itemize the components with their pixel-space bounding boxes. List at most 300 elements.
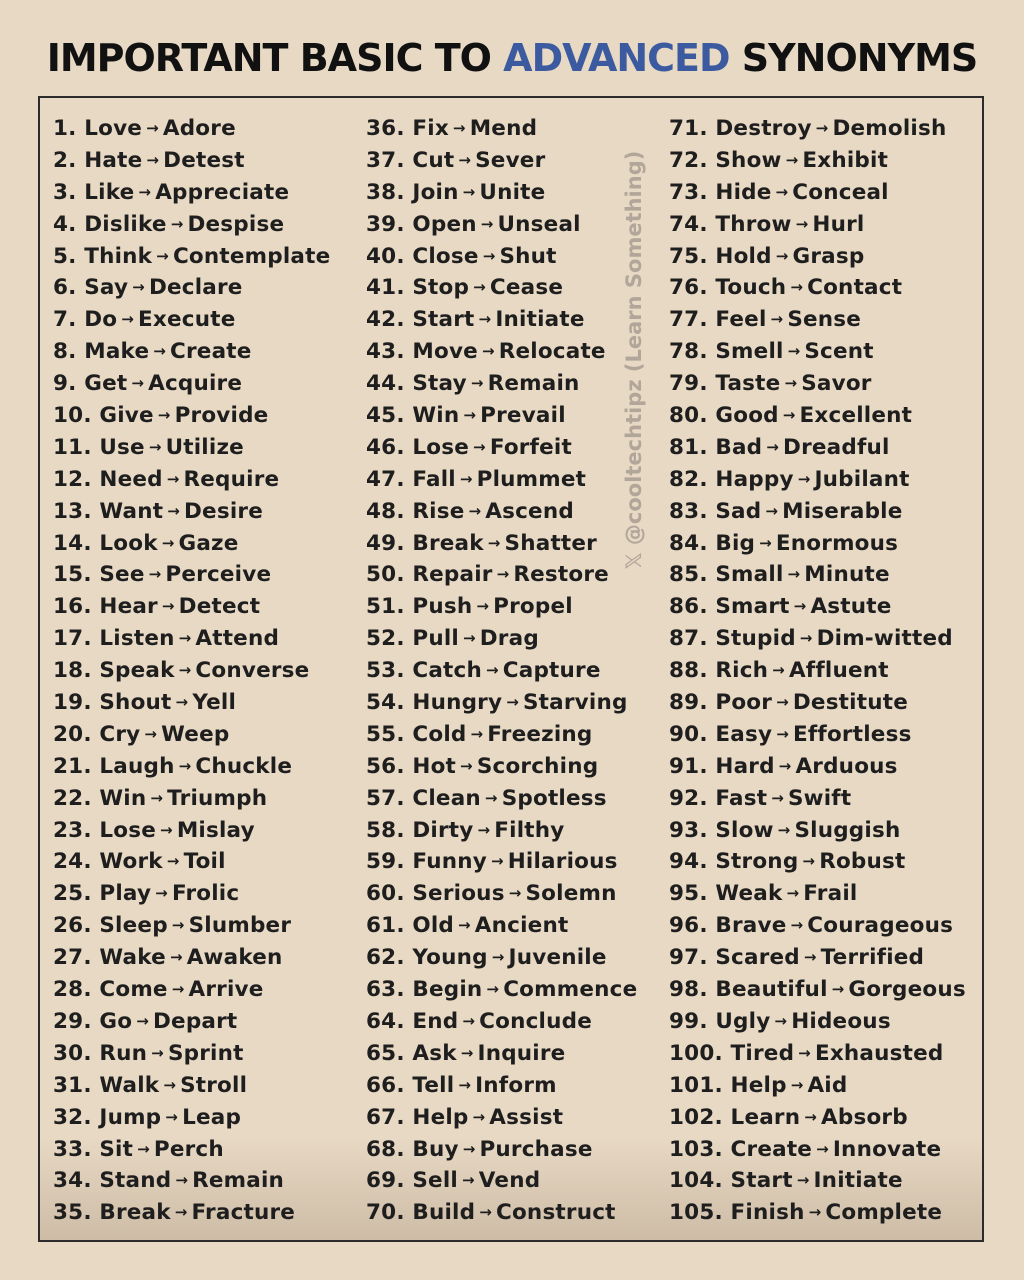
base-word: Begin xyxy=(412,977,483,1003)
item-number: 32. xyxy=(53,1104,92,1130)
base-word: Close xyxy=(412,243,479,269)
arrow-icon: → xyxy=(178,661,192,680)
item-number: 36. xyxy=(366,116,405,141)
advanced-synonym: Awaken xyxy=(186,945,283,971)
advanced-synonym: Yell xyxy=(192,690,237,716)
arrow-icon: → xyxy=(808,1203,822,1222)
synonym-item xyxy=(669,241,966,273)
advanced-synonym: Contemplate xyxy=(172,243,331,269)
item-number: 53. xyxy=(366,658,405,684)
item-number: 24. xyxy=(53,849,92,875)
synonym-item xyxy=(366,145,637,177)
arrow-icon: → xyxy=(166,852,180,871)
advanced-synonym: Filthy xyxy=(494,817,565,843)
arrow-icon: → xyxy=(170,214,184,233)
item-number: 74. xyxy=(669,211,708,237)
advanced-synonym: Terrified xyxy=(820,945,925,971)
item-number: 78. xyxy=(669,339,708,365)
item-number: 12. xyxy=(53,466,92,492)
arrow-icon: → xyxy=(458,916,471,935)
advanced-synonym: Jubilant xyxy=(814,466,910,492)
advanced-synonym: Perch xyxy=(153,1136,224,1162)
advanced-synonym: Capture xyxy=(502,658,601,684)
base-word: Bad xyxy=(715,434,763,460)
advanced-synonym: Starving xyxy=(522,690,628,716)
arrow-icon: → xyxy=(121,310,135,329)
advanced-synonym: Demolish xyxy=(832,116,947,141)
synonym-item xyxy=(366,751,637,783)
base-word: Stay xyxy=(412,371,467,397)
synonym-item xyxy=(53,655,330,687)
item-number: 54. xyxy=(366,690,405,716)
arrow-icon: → xyxy=(458,150,472,169)
base-word: Work xyxy=(99,849,163,875)
item-number: 100. xyxy=(669,1040,723,1066)
base-word: Big xyxy=(715,530,756,556)
synonym-item xyxy=(53,591,330,623)
item-number: 76. xyxy=(669,275,708,301)
synonym-item xyxy=(53,113,330,145)
advanced-synonym: Sluggish xyxy=(794,817,901,843)
advanced-synonym: Minute xyxy=(804,562,890,588)
advanced-synonym: Propel xyxy=(493,594,573,620)
base-word: Listen xyxy=(99,626,175,652)
arrow-icon: → xyxy=(458,1075,472,1094)
item-number: 58. xyxy=(366,817,405,843)
base-word: Tell xyxy=(412,1072,455,1098)
synonym-item xyxy=(53,974,330,1006)
item-number: 66. xyxy=(366,1072,405,1098)
advanced-synonym: Arrive xyxy=(188,977,264,1003)
base-word: Love xyxy=(84,116,143,141)
synonym-item xyxy=(669,878,966,910)
item-number: 10. xyxy=(53,403,92,429)
item-number: 61. xyxy=(366,913,405,939)
item-number: 72. xyxy=(669,147,708,173)
synonym-item xyxy=(53,209,330,241)
arrow-icon: → xyxy=(150,788,164,807)
base-word: Lose xyxy=(99,817,157,843)
synonym-item xyxy=(366,464,637,496)
advanced-synonym: Absorb xyxy=(821,1104,908,1130)
base-word: Help xyxy=(730,1072,787,1098)
arrow-icon: → xyxy=(491,948,505,967)
item-number: 22. xyxy=(53,785,92,811)
advanced-synonym: Sever xyxy=(475,147,546,173)
base-word: Hungry xyxy=(412,690,503,716)
base-word: Rise xyxy=(412,498,465,524)
arrow-icon: → xyxy=(171,980,185,999)
synonym-item xyxy=(669,1197,966,1229)
synonym-item xyxy=(53,815,330,847)
advanced-synonym: Triumph xyxy=(167,785,268,811)
synonym-item xyxy=(669,272,966,304)
item-number: 33. xyxy=(53,1136,92,1162)
arrow-icon: → xyxy=(795,214,809,233)
arrow-icon: → xyxy=(775,246,789,265)
item-number: 8. xyxy=(53,339,77,365)
synonym-column-2 xyxy=(366,113,637,1229)
advanced-synonym: Adore xyxy=(162,116,236,141)
item-number: 51. xyxy=(366,594,405,620)
advanced-synonym: Chuckle xyxy=(195,753,293,779)
base-word: Slow xyxy=(715,817,774,843)
item-number: 16. xyxy=(53,594,92,620)
base-word: Think xyxy=(84,243,153,269)
synonym-item xyxy=(669,209,966,241)
synonym-item xyxy=(669,368,966,400)
item-number: 21. xyxy=(53,753,92,779)
advanced-synonym: Shatter xyxy=(504,530,597,556)
arrow-icon: → xyxy=(470,724,484,743)
arrow-icon: → xyxy=(462,1011,476,1030)
item-number: 34. xyxy=(53,1168,92,1194)
advanced-synonym: Require xyxy=(183,466,280,492)
synonym-item xyxy=(366,559,637,591)
advanced-synonym: Initiate xyxy=(813,1168,903,1194)
synonym-item xyxy=(53,910,330,942)
item-number: 77. xyxy=(669,307,708,333)
synonym-item xyxy=(53,336,330,368)
base-word: Fix xyxy=(412,116,449,141)
item-number: 105. xyxy=(669,1200,723,1226)
base-word: Move xyxy=(412,339,478,365)
advanced-synonym: Remain xyxy=(487,371,580,397)
arrow-icon: → xyxy=(774,1011,788,1030)
advanced-synonym: Ascend xyxy=(485,498,574,524)
advanced-synonym: Assist xyxy=(489,1104,564,1130)
synonym-item xyxy=(53,559,330,591)
item-number: 25. xyxy=(53,881,92,907)
base-word: Win xyxy=(412,403,460,429)
item-number: 96. xyxy=(669,913,708,939)
advanced-synonym: Converse xyxy=(195,658,310,684)
item-number: 55. xyxy=(366,721,405,747)
synonym-item xyxy=(366,272,637,304)
advanced-synonym: Toil xyxy=(183,849,226,875)
item-number: 23. xyxy=(53,817,92,843)
synonym-item xyxy=(669,432,966,464)
arrow-icon: → xyxy=(506,693,519,712)
advanced-synonym: Acquire xyxy=(148,371,243,397)
base-word: Sleep xyxy=(99,913,168,939)
arrow-icon: → xyxy=(496,565,510,584)
advanced-synonym: Perceive xyxy=(165,562,272,588)
synonym-item xyxy=(53,1134,330,1166)
item-number: 27. xyxy=(53,945,92,971)
item-number: 82. xyxy=(669,466,708,492)
base-word: Break xyxy=(99,1200,171,1226)
synonym-item xyxy=(53,719,330,751)
arrow-icon: → xyxy=(772,661,785,680)
synonym-item xyxy=(366,209,637,241)
base-word: End xyxy=(412,1008,459,1034)
arrow-icon: → xyxy=(452,119,466,137)
synonym-item xyxy=(669,528,966,560)
base-word: Feel xyxy=(715,307,767,333)
synonym-item xyxy=(366,1134,637,1166)
synonym-item xyxy=(669,1102,966,1134)
advanced-synonym: Sprint xyxy=(167,1040,244,1066)
item-number: 63. xyxy=(366,977,405,1003)
item-number: 4. xyxy=(53,211,77,237)
synonym-item xyxy=(366,304,637,336)
advanced-synonym: Hideous xyxy=(791,1008,891,1034)
synonym-item xyxy=(53,241,330,273)
base-word: Join xyxy=(412,179,459,205)
arrow-icon: → xyxy=(803,948,817,967)
arrow-icon: → xyxy=(759,533,772,552)
arrow-icon: → xyxy=(793,597,807,616)
base-word: Poor xyxy=(715,690,773,716)
base-word: Touch xyxy=(715,275,787,301)
arrow-icon: → xyxy=(796,1171,810,1190)
base-word: Learn xyxy=(730,1104,801,1130)
item-number: 84. xyxy=(669,530,708,556)
advanced-synonym: Forfeit xyxy=(489,434,572,460)
arrow-icon: → xyxy=(815,119,829,137)
base-word: Beautiful xyxy=(715,977,828,1003)
arrow-icon: → xyxy=(784,374,798,393)
advanced-synonym: Hurl xyxy=(812,211,865,237)
advanced-synonym: Gorgeous xyxy=(848,977,966,1003)
advanced-synonym: Miserable xyxy=(782,498,903,524)
base-word: Go xyxy=(99,1008,133,1034)
arrow-icon: → xyxy=(798,1043,811,1062)
item-number: 101. xyxy=(669,1072,723,1098)
item-number: 50. xyxy=(366,562,405,588)
base-word: Fast xyxy=(715,785,768,811)
synonym-item xyxy=(669,464,966,496)
synonym-item xyxy=(669,623,966,655)
advanced-synonym: Detest xyxy=(163,147,245,173)
synonym-item xyxy=(53,272,330,304)
synonym-item xyxy=(669,1006,966,1038)
advanced-synonym: Slumber xyxy=(188,913,292,939)
base-word: Play xyxy=(99,881,152,907)
advanced-synonym: Conceal xyxy=(792,179,889,205)
arrow-icon: → xyxy=(787,565,801,584)
base-word: Cry xyxy=(99,721,141,747)
base-word: Dislike xyxy=(84,211,167,237)
base-word: Start xyxy=(412,307,475,333)
base-word: Use xyxy=(99,434,145,460)
base-word: Serious xyxy=(412,881,505,907)
item-number: 44. xyxy=(366,371,405,397)
base-word: Cold xyxy=(412,721,467,747)
item-number: 68. xyxy=(366,1136,405,1162)
arrow-icon: → xyxy=(480,214,494,233)
synonym-item xyxy=(53,496,330,528)
advanced-synonym: Aid xyxy=(807,1072,848,1098)
base-word: Hear xyxy=(99,594,158,620)
arrow-icon: → xyxy=(482,246,496,265)
synonym-item xyxy=(669,719,966,751)
synonym-item xyxy=(366,1197,637,1229)
item-number: 9. xyxy=(53,371,77,397)
synonym-item xyxy=(366,591,637,623)
item-number: 80. xyxy=(669,403,708,429)
item-number: 39. xyxy=(366,211,405,237)
item-number: 62. xyxy=(366,945,405,971)
synonym-item xyxy=(53,464,330,496)
arrow-icon: → xyxy=(486,661,499,680)
arrow-icon: → xyxy=(166,469,180,488)
base-word: Young xyxy=(412,945,488,971)
arrow-icon: → xyxy=(799,629,813,648)
base-word: Hot xyxy=(412,753,457,779)
advanced-synonym: Freezing xyxy=(487,721,593,747)
arrow-icon: → xyxy=(473,278,486,297)
item-number: 90. xyxy=(669,721,708,747)
arrow-icon: → xyxy=(816,1139,829,1158)
synonym-item xyxy=(669,783,966,815)
synonym-item xyxy=(53,878,330,910)
arrow-icon: → xyxy=(477,820,491,839)
advanced-synonym: Complete xyxy=(825,1200,943,1226)
synonym-item xyxy=(53,145,330,177)
base-word: Push xyxy=(412,594,473,620)
synonym-item xyxy=(53,368,330,400)
base-word: Show xyxy=(715,147,782,173)
advanced-synonym: Grasp xyxy=(792,243,865,269)
base-word: Want xyxy=(99,498,164,524)
advanced-synonym: Cease xyxy=(489,275,564,301)
arrow-icon: → xyxy=(766,437,780,456)
item-number: 92. xyxy=(669,785,708,811)
arrow-icon: → xyxy=(167,501,180,520)
advanced-synonym: Swift xyxy=(787,785,852,811)
item-number: 11. xyxy=(53,434,92,460)
arrow-icon: → xyxy=(468,501,482,520)
base-word: Rich xyxy=(715,658,769,684)
item-number: 6. xyxy=(53,275,77,301)
arrow-icon: → xyxy=(787,342,801,361)
synonym-item xyxy=(53,400,330,432)
synonym-item xyxy=(366,1006,637,1038)
advanced-synonym: Stroll xyxy=(180,1072,248,1098)
arrow-icon: → xyxy=(462,1139,476,1158)
base-word: Funny xyxy=(412,849,487,875)
item-number: 75. xyxy=(669,243,708,269)
item-number: 37. xyxy=(366,147,405,173)
item-number: 71. xyxy=(669,116,708,141)
base-word: Build xyxy=(412,1200,476,1226)
synonym-item xyxy=(669,846,966,878)
synonym-item xyxy=(366,432,637,464)
advanced-synonym: Commence xyxy=(503,977,638,1003)
base-word: Strong xyxy=(715,849,799,875)
base-word: Clean xyxy=(412,785,481,811)
arrow-icon: → xyxy=(156,246,169,265)
synonym-item xyxy=(53,751,330,783)
item-number: 85. xyxy=(669,562,708,588)
advanced-synonym: Fracture xyxy=(191,1200,296,1226)
item-number: 29. xyxy=(53,1008,92,1034)
advanced-synonym: Depart xyxy=(152,1008,238,1034)
synonym-item xyxy=(669,1038,966,1070)
base-word: Ask xyxy=(412,1040,457,1066)
item-number: 47. xyxy=(366,466,405,492)
base-word: Buy xyxy=(412,1136,459,1162)
advanced-synonym: Unite xyxy=(479,179,546,205)
base-word: Laugh xyxy=(99,753,175,779)
base-word: Like xyxy=(84,179,135,205)
advanced-synonym: Effortless xyxy=(792,721,912,747)
advanced-synonym: Affluent xyxy=(788,658,889,684)
base-word: Win xyxy=(99,785,147,811)
arrow-icon: → xyxy=(463,406,477,425)
synonym-item xyxy=(366,336,637,368)
arrow-icon: → xyxy=(131,374,145,393)
advanced-synonym: Contact xyxy=(807,275,903,301)
base-word: Wake xyxy=(99,945,166,971)
synonym-item xyxy=(366,655,637,687)
base-word: Open xyxy=(412,211,477,237)
synonym-item xyxy=(366,942,637,974)
base-word: Give xyxy=(99,403,154,429)
arrow-icon: → xyxy=(470,374,484,393)
arrow-icon: → xyxy=(770,310,784,329)
arrow-icon: → xyxy=(790,1075,804,1094)
arrow-icon: → xyxy=(473,437,486,456)
synonym-item xyxy=(669,336,966,368)
base-word: Do xyxy=(84,307,118,333)
synonym-item xyxy=(669,974,966,1006)
synonym-item xyxy=(53,1006,330,1038)
title-part-2: SYNONYMS xyxy=(729,36,978,80)
item-number: 28. xyxy=(53,977,92,1003)
arrow-icon: → xyxy=(785,150,799,169)
advanced-synonym: Innovate xyxy=(832,1136,942,1162)
arrow-icon: → xyxy=(478,310,492,329)
arrow-icon: → xyxy=(459,469,473,488)
arrow-icon: → xyxy=(171,916,185,935)
arrow-icon: → xyxy=(165,1107,179,1126)
arrow-icon: → xyxy=(462,182,476,201)
advanced-synonym: Initiate xyxy=(495,307,585,333)
title-part-1: IMPORTANT BASIC TO xyxy=(46,36,504,80)
advanced-synonym: Declare xyxy=(148,275,243,301)
base-word: Hate xyxy=(84,147,143,173)
item-number: 104. xyxy=(669,1168,723,1194)
item-number: 79. xyxy=(669,371,708,397)
base-word: Cut xyxy=(412,147,455,173)
base-word: Sad xyxy=(715,498,762,524)
arrow-icon: → xyxy=(136,1011,149,1030)
arrow-icon: → xyxy=(484,788,498,807)
synonym-item xyxy=(53,1165,330,1197)
advanced-synonym: Inform xyxy=(475,1072,557,1098)
advanced-synonym: Dreadful xyxy=(783,434,890,460)
advanced-synonym: Appreciate xyxy=(155,179,290,205)
synonym-item xyxy=(366,177,637,209)
arrow-icon: → xyxy=(508,884,522,903)
base-word: Stop xyxy=(412,275,470,301)
base-word: Finish xyxy=(730,1200,805,1226)
advanced-synonym: Construct xyxy=(495,1200,616,1226)
advanced-synonym: Frail xyxy=(803,881,858,907)
advanced-synonym: Execute xyxy=(138,307,236,333)
item-number: 57. xyxy=(366,785,405,811)
synonym-item xyxy=(53,942,330,974)
arrow-icon: → xyxy=(178,629,192,648)
arrow-icon: → xyxy=(157,406,171,425)
arrow-icon: → xyxy=(797,469,811,488)
arrow-icon: → xyxy=(144,724,158,743)
advanced-synonym: Scorching xyxy=(476,753,599,779)
arrow-icon: → xyxy=(153,342,167,361)
